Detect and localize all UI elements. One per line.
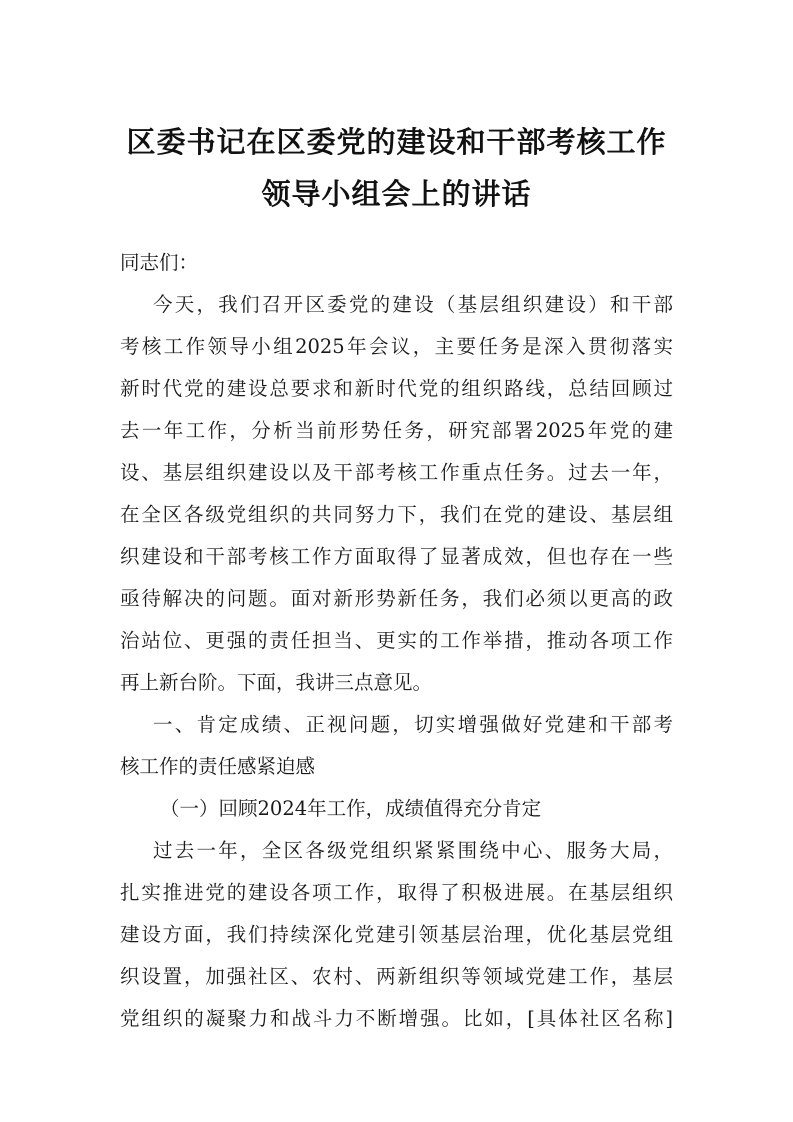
paragraph-1-line-8: 亟待解决的问题。面对新形势新任务，我们必须以更高的政 [120, 587, 673, 610]
paragraph-1-line-5: 设、基层组织建设以及干部考核工作重点任务。过去一年， [120, 461, 673, 484]
paragraph-1-line-2: 考核工作领导小组2025年会议，主要任务是深入贯彻落实 [120, 335, 673, 358]
paragraph-1-line-10: 再上新台阶。下面，我讲三点意见。 [120, 671, 433, 694]
paragraph-2-line-5: 党组织的凝聚力和战斗力不断增强。比如，[具体社区名称] [120, 1007, 673, 1030]
paragraph-2-line-4: 织设置，加强社区、农村、两新组织等领域党建工作，基层 [120, 965, 673, 988]
document-title-line-2: 领导小组会上的讲话 [261, 177, 532, 211]
document-title-line-1: 区委书记在区委党的建设和干部考核工作 [126, 125, 667, 159]
salutation: 同志们： [120, 251, 199, 274]
paragraph-2-line-2: 扎实推进党的建设各项工作，取得了积极进展。在基层组织 [120, 881, 673, 904]
heading-1-line-2: 核工作的责任感紧迫感 [120, 755, 316, 778]
paragraph-2-line-1: 过去一年，全区各级党组织紧紧围绕中心、服务大局， [153, 839, 673, 862]
heading-1-line-1: 一、肯定成绩、正视问题，切实增强做好党建和干部考 [153, 713, 673, 736]
paragraph-1-line-9: 治站位、更强的责任担当、更实的工作举措，推动各项工作 [120, 629, 673, 652]
paragraph-2-line-3: 建设方面，我们持续深化党建引领基层治理，优化基层党组 [120, 923, 673, 946]
paragraph-1-line-3: 新时代党的建设总要求和新时代党的组织路线，总结回顾过 [120, 377, 673, 400]
paragraph-1-line-6: 在全区各级党组织的共同努力下，我们在党的建设、基层组 [120, 503, 673, 526]
paragraph-1-line-1: 今天，我们召开区委党的建设（基层组织建设）和干部 [153, 293, 673, 316]
paragraph-1-line-7: 织建设和干部考核工作方面取得了显著成效，但也存在一些 [120, 545, 673, 568]
paragraph-1-line-4: 去一年工作，分析当前形势任务，研究部署2025年党的建 [120, 419, 673, 442]
subheading-1: （一）回顾2024年工作，成绩值得充分肯定 [160, 797, 542, 820]
